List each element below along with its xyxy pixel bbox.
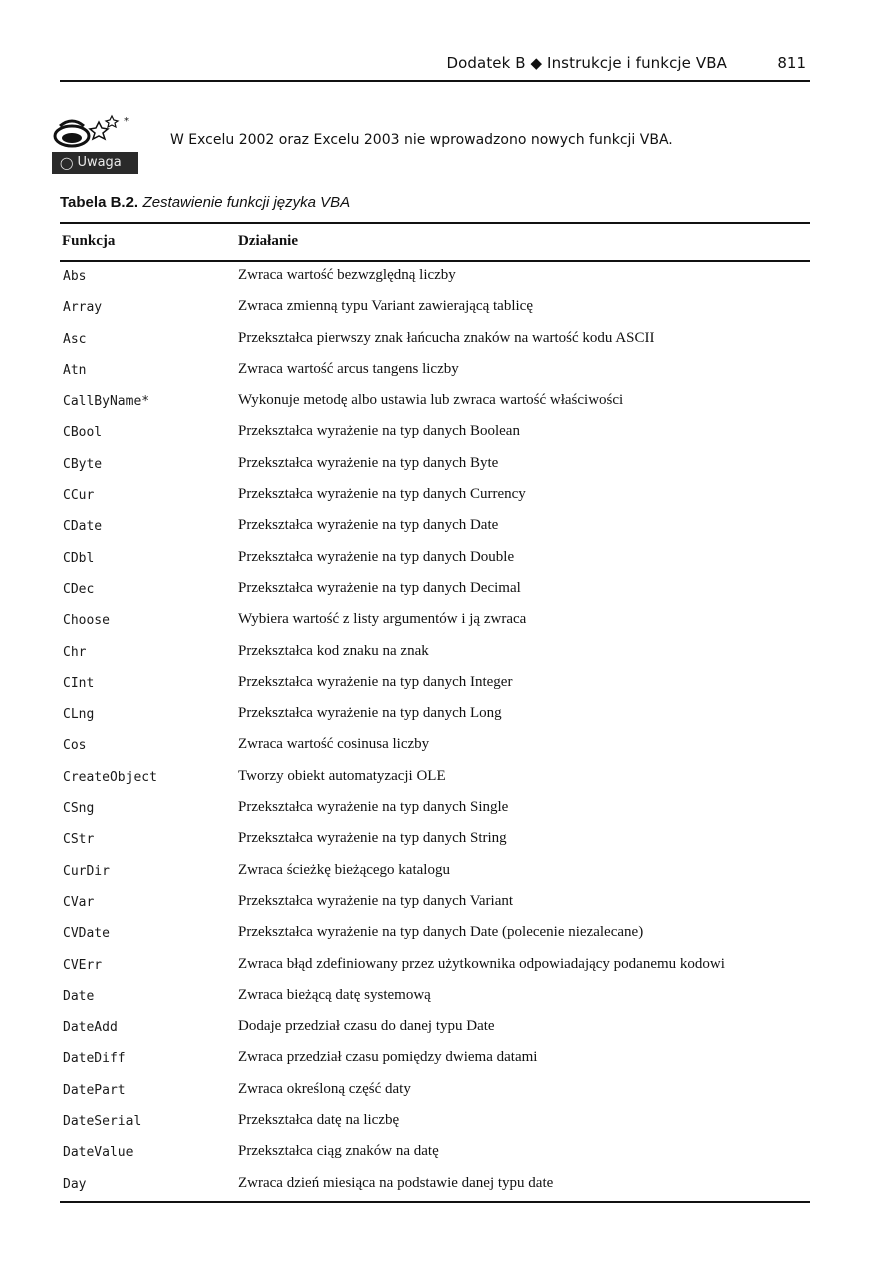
table-row bbox=[60, 575, 810, 606]
table-row bbox=[60, 606, 810, 637]
function-description: Przekształca wyrażenie na typ danych Currency bbox=[238, 486, 526, 503]
functions-table bbox=[60, 222, 810, 1203]
table-row bbox=[60, 1138, 810, 1169]
table-header bbox=[60, 224, 810, 262]
function-name: CreateObject bbox=[63, 769, 157, 785]
note-badge bbox=[52, 152, 138, 174]
function-name: CSng bbox=[63, 801, 95, 817]
function-name: Asc bbox=[63, 331, 87, 347]
table-row bbox=[60, 325, 810, 356]
table-row bbox=[60, 1170, 810, 1201]
table-caption-label: Tabela B.2. bbox=[60, 194, 139, 211]
table-row bbox=[60, 356, 810, 387]
function-name: DateDiff bbox=[63, 1051, 126, 1067]
function-name: DateSerial bbox=[63, 1114, 142, 1130]
table-row bbox=[60, 1076, 810, 1107]
function-name: CVErr bbox=[63, 957, 103, 973]
function-description: Tworzy obiekt automatyzacji OLE bbox=[238, 767, 446, 784]
function-description: Przekształca wyrażenie na typ danych Double bbox=[238, 548, 515, 565]
function-description: Przekształca wyrażenie na typ danych Variant bbox=[238, 892, 514, 909]
function-description: Przekształca kod znaku na znak bbox=[238, 642, 429, 659]
function-name: CCur bbox=[63, 488, 95, 504]
function-description: Przekształca wyrażenie na typ danych Byte bbox=[238, 454, 499, 471]
note-text: W Excelu 2002 oraz Excelu 2003 nie wprowadzono nowych funkcji VBA. bbox=[170, 132, 673, 148]
function-name: Cos bbox=[63, 738, 87, 754]
table-row bbox=[60, 825, 810, 856]
function-description: Zwraca ścieżkę bieżącego katalogu bbox=[238, 861, 450, 878]
function-description: Przekształca wyrażenie na typ danych String bbox=[238, 830, 507, 847]
column-header-function: Funkcja bbox=[62, 233, 116, 249]
function-description: Przekształca wyrażenie na typ danych Date bbox=[238, 517, 499, 534]
function-name: CurDir bbox=[63, 863, 110, 879]
function-description: Zwraca wartość arcus tangens liczby bbox=[238, 360, 459, 377]
function-description: Wykonuje metodę albo ustawia lub zwraca wartość właściwości bbox=[238, 392, 624, 409]
function-description: Przekształca wyrażenie na typ danych Decimal bbox=[238, 579, 521, 596]
function-description: Zwraca wartość cosinusa liczby bbox=[238, 736, 430, 753]
table-row bbox=[60, 857, 810, 888]
function-description: Zwraca błąd zdefiniowany przez użytkownika odpowiadający podanemu kodowi bbox=[238, 955, 725, 972]
function-description: Przekształca wyrażenie na typ danych Long bbox=[238, 705, 502, 722]
function-name: Date bbox=[63, 988, 95, 1004]
function-name: CallByName* bbox=[63, 394, 150, 410]
table-row bbox=[60, 481, 810, 512]
function-name: CDate bbox=[63, 519, 103, 535]
function-name: CVDate bbox=[63, 926, 110, 942]
svg-text:*: * bbox=[124, 116, 129, 127]
table-row bbox=[60, 544, 810, 575]
table-row bbox=[60, 262, 810, 293]
table-row bbox=[60, 638, 810, 669]
note-badge-label: Uwaga bbox=[77, 155, 122, 170]
function-description: Dodaje przedział czasu do danej typu Date bbox=[238, 1018, 495, 1035]
table-row bbox=[60, 1044, 810, 1075]
table-row bbox=[60, 888, 810, 919]
function-name: Chr bbox=[63, 644, 87, 660]
table-row bbox=[60, 700, 810, 731]
function-description: Zwraca bieżącą datę systemową bbox=[238, 986, 431, 1003]
function-description: Przekształca wyrażenie na typ danych Integer bbox=[238, 673, 513, 690]
function-name: CVar bbox=[63, 894, 95, 910]
header-title: Dodatek B ◆ Instrukcje i funkcje VBA bbox=[446, 54, 727, 72]
table-row bbox=[60, 293, 810, 324]
function-name: DateValue bbox=[63, 1145, 134, 1161]
function-name: Day bbox=[63, 1176, 87, 1192]
table-row bbox=[60, 731, 810, 762]
function-name: CDec bbox=[63, 581, 95, 597]
function-description: Przekształca datę na liczbę bbox=[238, 1112, 400, 1129]
function-description: Zwraca wartość bezwzględną liczby bbox=[238, 267, 456, 283]
function-description: Zwraca dzień miesiąca na podstawie danej typu date bbox=[238, 1174, 554, 1191]
table-row bbox=[60, 763, 810, 794]
table-row bbox=[60, 794, 810, 825]
table-caption bbox=[60, 194, 350, 211]
function-name: Choose bbox=[63, 613, 110, 629]
table-row bbox=[60, 1107, 810, 1138]
function-name: Abs bbox=[63, 269, 87, 284]
page-number: 811 bbox=[777, 54, 806, 72]
function-name: CDbl bbox=[63, 550, 95, 566]
function-description: Przekształca wyrażenie na typ danych Date (polecenie niezalecane) bbox=[238, 924, 644, 941]
function-name: Atn bbox=[63, 362, 87, 378]
function-name: DateAdd bbox=[63, 1020, 118, 1036]
function-name: CBool bbox=[63, 425, 103, 441]
function-description: Przekształca wyrażenie na typ danych Boolean bbox=[238, 423, 520, 440]
function-description: Zwraca określoną część daty bbox=[238, 1080, 411, 1097]
function-description: Zwraca przedział czasu pomiędzy dwiema datami bbox=[238, 1049, 538, 1066]
function-name: CInt bbox=[63, 675, 95, 691]
function-name: CStr bbox=[63, 832, 95, 848]
table-caption-title: Zestawienie funkcji języka VBA bbox=[142, 194, 351, 211]
function-name: CLng bbox=[63, 707, 95, 723]
table-row bbox=[60, 418, 810, 449]
function-description: Przekształca wyrażenie na typ danych Single bbox=[238, 799, 509, 816]
function-description: Przekształca pierwszy znak łańcucha znaków na wartość kodu ASCII bbox=[238, 329, 655, 346]
function-description: Przekształca ciąg znaków na datę bbox=[238, 1143, 439, 1160]
table-row bbox=[60, 982, 810, 1013]
table-row bbox=[60, 450, 810, 481]
table-row bbox=[60, 387, 810, 418]
table-row bbox=[60, 512, 810, 543]
table-row bbox=[60, 669, 810, 700]
function-name: Array bbox=[63, 300, 103, 316]
note-circle-icon: ◯ bbox=[60, 156, 74, 170]
column-header-action: Działanie bbox=[238, 233, 298, 249]
function-name: DatePart bbox=[63, 1082, 126, 1098]
running-header bbox=[60, 40, 810, 82]
function-name: CByte bbox=[63, 456, 103, 472]
table-row bbox=[60, 951, 810, 982]
table-row bbox=[60, 1013, 810, 1044]
function-description: Wybiera wartość z listy argumentów i ją zwraca bbox=[238, 611, 527, 628]
function-description: Zwraca zmienną typu Variant zawierającą tablicę bbox=[238, 298, 533, 315]
table-row bbox=[60, 919, 810, 950]
